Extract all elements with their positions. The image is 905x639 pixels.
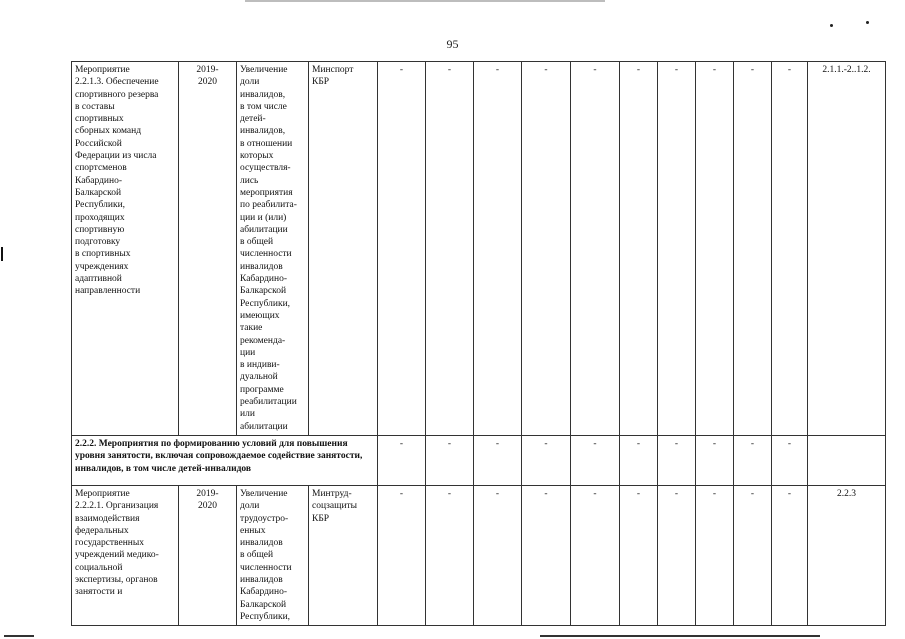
value-cell: -: [620, 62, 658, 436]
value-cell: -: [772, 485, 808, 625]
value-cell: -: [734, 435, 772, 485]
value-cell: -: [426, 435, 474, 485]
value-cell: -: [696, 485, 734, 625]
measure-period: 2019- 2020: [179, 485, 237, 625]
scan-margin-mark: [1, 247, 3, 261]
table-row: [72, 62, 886, 436]
value-cell: -: [426, 485, 474, 625]
value-cell: -: [522, 485, 571, 625]
measure-indicator: Увеличение доли инвалидов, в том числе детей- инвалидов, в отношении которых осуществля- лись мероприятия по реабилита- ции и (или) абилитации в общей численности инвалидов Кабардино- Балкарской Республики, имеющих такие рекоменда- ции в индиви- дуальной программе реабилитации или абилитации: [237, 62, 309, 436]
measure-period: 2019- 2020: [179, 62, 237, 436]
measure-name: Мероприятие 2.2.1.3. Обеспечение спортивного резерва в составы спортивных сборных команд Российской Федерации из числа спортсменов Кабардино- Балкарской Республики, проходящих спортивную подготовку в спортивных учреждениях адаптивной направленности: [72, 62, 179, 436]
value-cell: -: [474, 62, 522, 436]
value-cell: -: [734, 485, 772, 625]
measure-name: Мероприятие 2.2.2.1. Организация взаимодействия федеральных государственных учреждений медико- социальной экспертизы, органов занятости и: [72, 485, 179, 625]
table-row: [72, 485, 886, 625]
scan-speck: [866, 21, 869, 24]
value-cell: -: [474, 435, 522, 485]
value-cell: -: [378, 62, 426, 436]
value-cell: -: [571, 485, 620, 625]
measures-table: [71, 61, 886, 626]
value-cell: -: [571, 435, 620, 485]
link-cell: 2.2.3: [808, 485, 886, 625]
value-cell: -: [658, 485, 696, 625]
scan-bottom-edge: [540, 635, 820, 637]
value-cell: -: [620, 435, 658, 485]
scan-top-edge: [245, 0, 605, 2]
link-cell: 2.1.1.-2..1.2.: [808, 62, 886, 436]
value-cell: -: [378, 435, 426, 485]
value-cell: -: [426, 62, 474, 436]
link-cell: [808, 435, 886, 485]
value-cell: -: [696, 62, 734, 436]
section-row: [72, 435, 886, 485]
value-cell: -: [658, 435, 696, 485]
page-number: 95: [446, 37, 459, 51]
value-cell: -: [658, 62, 696, 436]
scan-bottom-edge: [4, 635, 34, 637]
measure-executor: Минтруд- соцзащиты КБР: [309, 485, 378, 625]
value-cell: -: [620, 485, 658, 625]
value-cell: -: [772, 435, 808, 485]
measure-executor: Минспорт КБР: [309, 62, 378, 436]
value-cell: -: [378, 485, 426, 625]
value-cell: -: [734, 62, 772, 436]
value-cell: -: [696, 435, 734, 485]
section-title: 2.2.2. Мероприятия по формированию условий для повышения уровня занятости, включая сопровождаемое содействие занятости, инвалидов, в том числе детей-инвалидов: [72, 435, 378, 485]
value-cell: -: [522, 435, 571, 485]
value-cell: -: [522, 62, 571, 436]
scan-speck: [830, 24, 833, 27]
value-cell: -: [474, 485, 522, 625]
value-cell: -: [571, 62, 620, 436]
value-cell: -: [772, 62, 808, 436]
measure-indicator: Увеличение доли трудоустро- енных инвалидов в общей численности инвалидов Кабардино- Балкарской Республики,: [237, 485, 309, 625]
